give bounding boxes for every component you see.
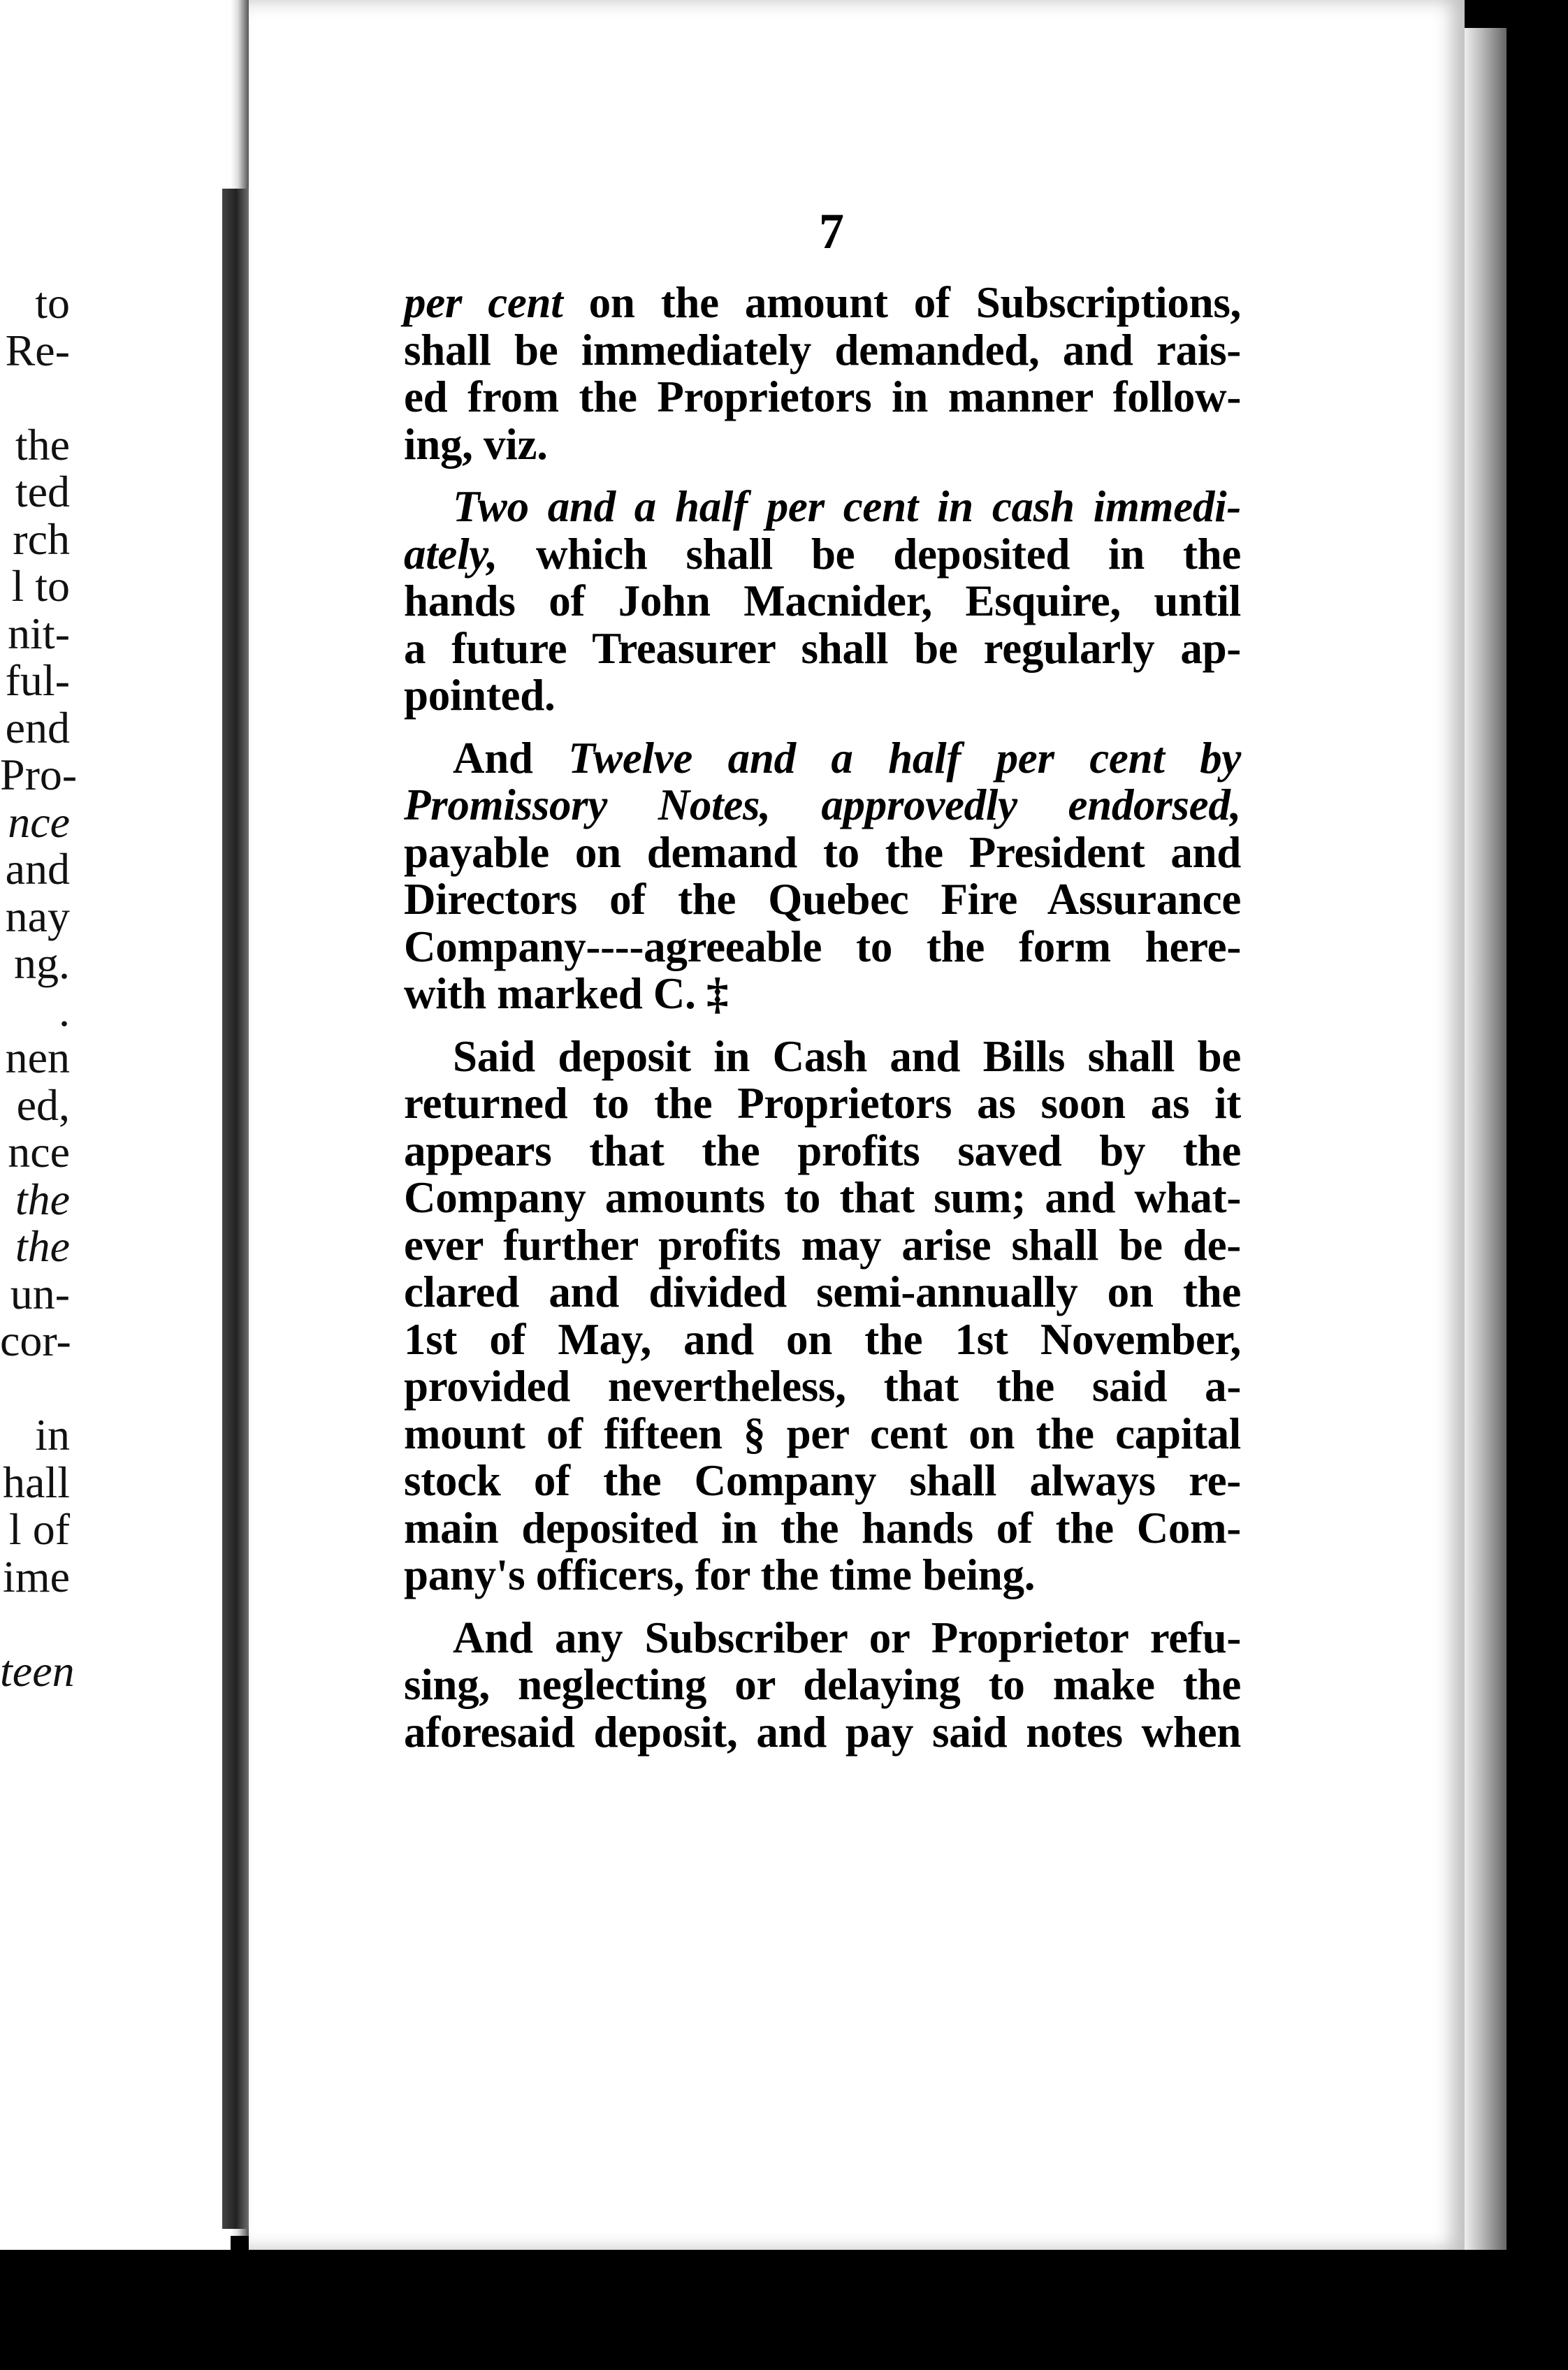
facing-page-fragment: the [15,419,70,470]
text-line: sing, neglecting or delaying to make the [404,1660,1241,1709]
facing-page-fragment: l to [11,561,70,611]
facing-page-fragment: nit- [8,608,70,658]
facing-page-fragment: in [35,1410,70,1460]
facing-page-fragment: ng. [14,938,70,988]
text-line: with marked C. ‡ [404,969,729,1018]
text-line: Said deposit in Cash and Bills shall be [453,1031,1241,1081]
text-line: ately, which shall be deposited in the [404,529,1241,579]
text-line: shall be immediately demanded, and rais- [404,325,1241,375]
text-line: main deposited in the hands of the Com- [404,1503,1241,1553]
text-line: ing, viz. [404,419,548,469]
facing-page-fragment: ful- [5,655,70,705]
text-line: hands of John Macnider, Esquire, until [404,576,1241,625]
facing-page [0,0,231,2278]
facing-page-fragment: teen [0,1645,75,1696]
paragraph-4 [404,1033,1241,1599]
text-line: pany's officers, for the time being. [404,1550,1036,1599]
facing-page-fragment: end [5,702,70,753]
text-line: payable on demand to the President and [404,827,1241,877]
facing-page-fragment: Pro- [0,750,78,799]
facing-page-fragment: Re- [5,325,70,375]
facing-page-fragment: cor- [0,1316,71,1365]
paragraph-1 [404,279,1241,468]
text-line: pointed. [404,671,556,720]
text-line: appears that the profits saved by the [404,1126,1241,1175]
text-line: stock of the Company shall always re- [404,1456,1241,1505]
facing-page-fragment: rch [13,514,70,564]
facing-page-fragment: the [15,1174,70,1224]
page-edge [1465,28,1507,2250]
text-line: 1st of May, and on the 1st November, [404,1314,1241,1364]
scan-border [0,2250,1568,2370]
text-line: returned to the Proprietors as soon as it [404,1079,1241,1128]
text-line: Directors of the Quebec Fire Assurance [404,875,1241,924]
text-line: And any Subscriber or Proprietor refu- [453,1613,1241,1662]
text-line: per cent on the amount of Subscriptions, [404,278,1241,327]
text-line: clared and divided semi-annually on the [404,1267,1241,1316]
facing-page-fragment: nce [8,1127,70,1177]
paragraph-3 [404,735,1241,1018]
facing-page-fragment: . [59,985,70,1035]
book-gutter [222,189,250,2229]
paragraph-5 [404,1615,1241,1757]
facing-page-fragment: the [15,1221,70,1271]
facing-page-fragment: nay [5,891,70,941]
text-line: mount of fifteen § per cent on the capital [404,1409,1241,1458]
text-line: And Twelve and a half per cent by [453,733,1242,783]
text-line: Company----agreeable to the form here- [404,922,1241,971]
facing-page-fragment: ted [15,467,70,516]
paragraph-2 [404,484,1241,720]
facing-page-fragment: l of [8,1504,70,1554]
facing-page-fragment: ed, [16,1079,70,1130]
facing-page-fragment: ime [3,1551,70,1601]
text-line: provided nevertheless, that the said a- [404,1362,1241,1411]
text-line: Two and a half per cent in cash immedi- [453,482,1241,531]
text-line: Company amounts to that sum; and what- [404,1173,1241,1222]
facing-page-fragment: nen [5,1033,70,1082]
text-line: aforesaid deposit, and pay said notes when [404,1707,1241,1757]
page-body [404,279,1241,1771]
page-number: 7 [819,203,844,259]
facing-page-fragment: nce [8,797,70,847]
facing-page-fragment: to [35,278,70,328]
facing-page-fragment: un- [10,1268,70,1318]
facing-page-fragment: and [5,844,70,894]
text-line: ed from the Proprietors in manner follow- [404,372,1241,421]
text-line: a future Treasurer shall be regularly ap- [404,623,1241,673]
facing-page-fragment: hall [3,1457,70,1507]
text-line: Promissory Notes, approvedly endorsed, [404,780,1241,829]
text-line: ever further profits may arise shall be de- [404,1220,1241,1270]
